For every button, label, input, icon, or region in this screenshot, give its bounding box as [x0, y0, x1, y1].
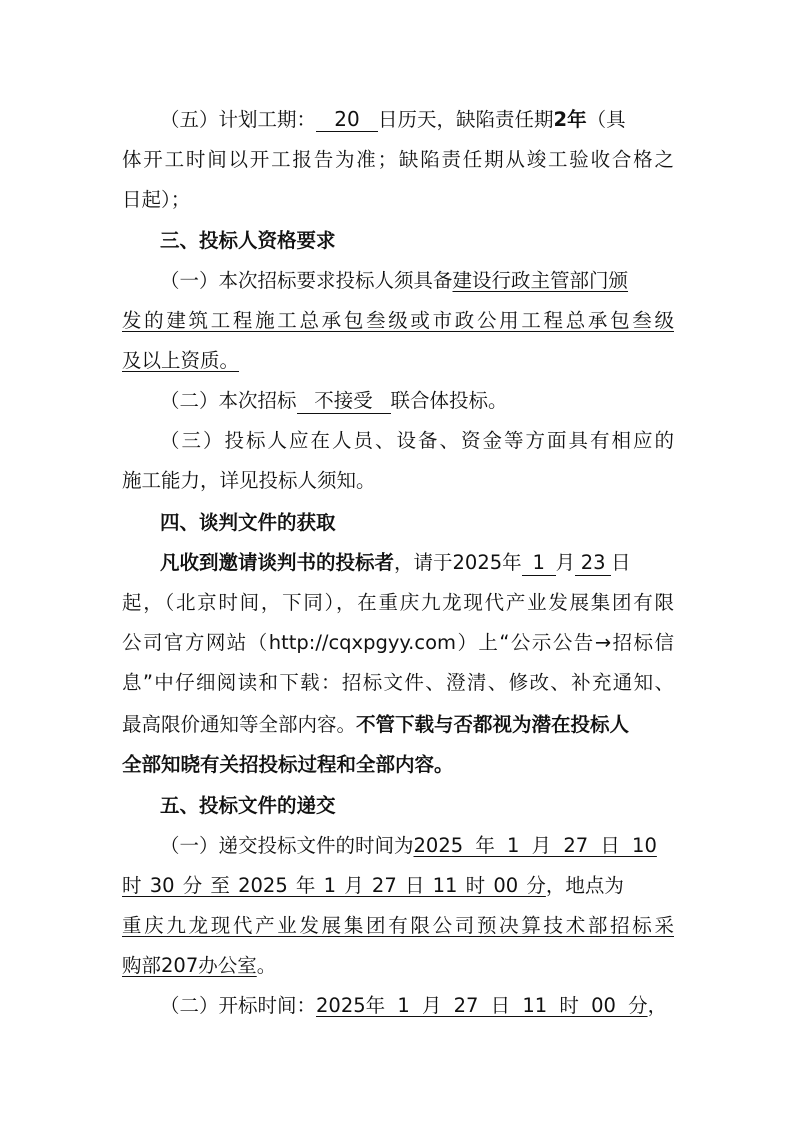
schedule-line-2: 体开工时间以开工报告为准；缺陷责任期从竣工验收合格之 — [122, 148, 674, 171]
consortium-text: 联合体投标。 — [390, 389, 508, 412]
acquisition-month: 1 — [522, 551, 556, 576]
acquisition-bold-notice: 不管下载与否都视为潜在投标人 — [356, 713, 630, 736]
section-3-heading: 三、投标人资格要求 — [160, 229, 336, 252]
consortium-label: （二）本次招标 — [160, 389, 297, 412]
acquisition-line-5 — [122, 710, 674, 740]
warranty-years: 2年 — [553, 108, 587, 131]
submission-label: （一）递交投标文件的时间为 — [160, 834, 414, 857]
acquisition-line-1 — [160, 548, 674, 578]
acquisition-text: ，请于2025年 — [394, 551, 522, 574]
submission-time-end: 时 30 分 至 2025 年 1 月 27 日 11 时 00 分 — [122, 874, 546, 897]
qualification-line-1 — [160, 266, 674, 296]
qualification-line-2: 发的建筑工程施工总承包叁级或市政公用工程总承包叁级 — [122, 309, 674, 332]
opening-time-value: 2025年 1 月 27 日 11 时 00 分 — [316, 994, 648, 1017]
submission-period: 。 — [256, 954, 277, 977]
opening-time-line — [160, 991, 674, 1021]
acquisition-line-3: 公司官方网站（http://cqxpgyy.com）上“公示公告→招标信 — [122, 631, 674, 654]
schedule-line-3: 日起）； — [122, 188, 191, 211]
opening-time-comma: ， — [647, 994, 668, 1017]
schedule-line-1 — [160, 105, 674, 135]
section-4-heading: 四、谈判文件的获取 — [160, 511, 336, 534]
submission-line-1 — [160, 831, 674, 861]
consortium-line — [160, 386, 674, 416]
schedule-text: 日历天，缺陷责任期 — [378, 108, 554, 131]
submission-location-room: 购部207办公室 — [122, 954, 257, 977]
submission-line-3: 重庆九龙现代产业发展集团有限公司预决算技术部招标采 — [122, 914, 674, 937]
consortium-value: 不接受 — [297, 389, 391, 414]
section-5-heading: 五、投标文件的递交 — [160, 794, 336, 817]
submission-line-4 — [122, 951, 674, 981]
qualification-requirement: 建设行政主管部门颁 — [452, 269, 629, 292]
schedule-days: 20 — [316, 107, 378, 132]
acquisition-line-2: 起，（北京时间，下同），在重庆九龙现代产业发展集团有限 — [122, 591, 674, 614]
acquisition-day-unit: 日 — [611, 551, 631, 574]
acquisition-line-6: 全部知晓有关招投标过程和全部内容。 — [122, 753, 454, 776]
qualification-text: （一）本次招标要求投标人须具备 — [160, 269, 453, 292]
schedule-text-tail: （具 — [586, 108, 626, 131]
acquisition-bold-lead: 凡收到邀请谈判书的投标者 — [160, 551, 395, 574]
submission-location-label: ，地点为 — [545, 874, 624, 897]
acquisition-text-5: 最高限价通知等全部内容。 — [122, 713, 357, 736]
qualification-line-3: 及以上资质。 — [122, 349, 240, 372]
schedule-label: （五）计划工期： — [160, 108, 317, 131]
submission-line-2 — [122, 871, 674, 901]
acquisition-day: 23 — [575, 551, 611, 576]
capability-line-2: 施工能力，详见投标人须知。 — [122, 469, 376, 492]
opening-time-label: （二）开标时间： — [160, 994, 317, 1017]
acquisition-month-unit: 月 — [555, 551, 576, 574]
acquisition-line-4: 息”中仔细阅读和下载：招标文件、澄清、修改、补充通知、 — [122, 671, 674, 694]
capability-line-1: （三）投标人应在人员、设备、资金等方面具有相应的 — [160, 429, 674, 452]
submission-time-start: 2025 年 1 月 27 日 10 — [413, 834, 657, 857]
